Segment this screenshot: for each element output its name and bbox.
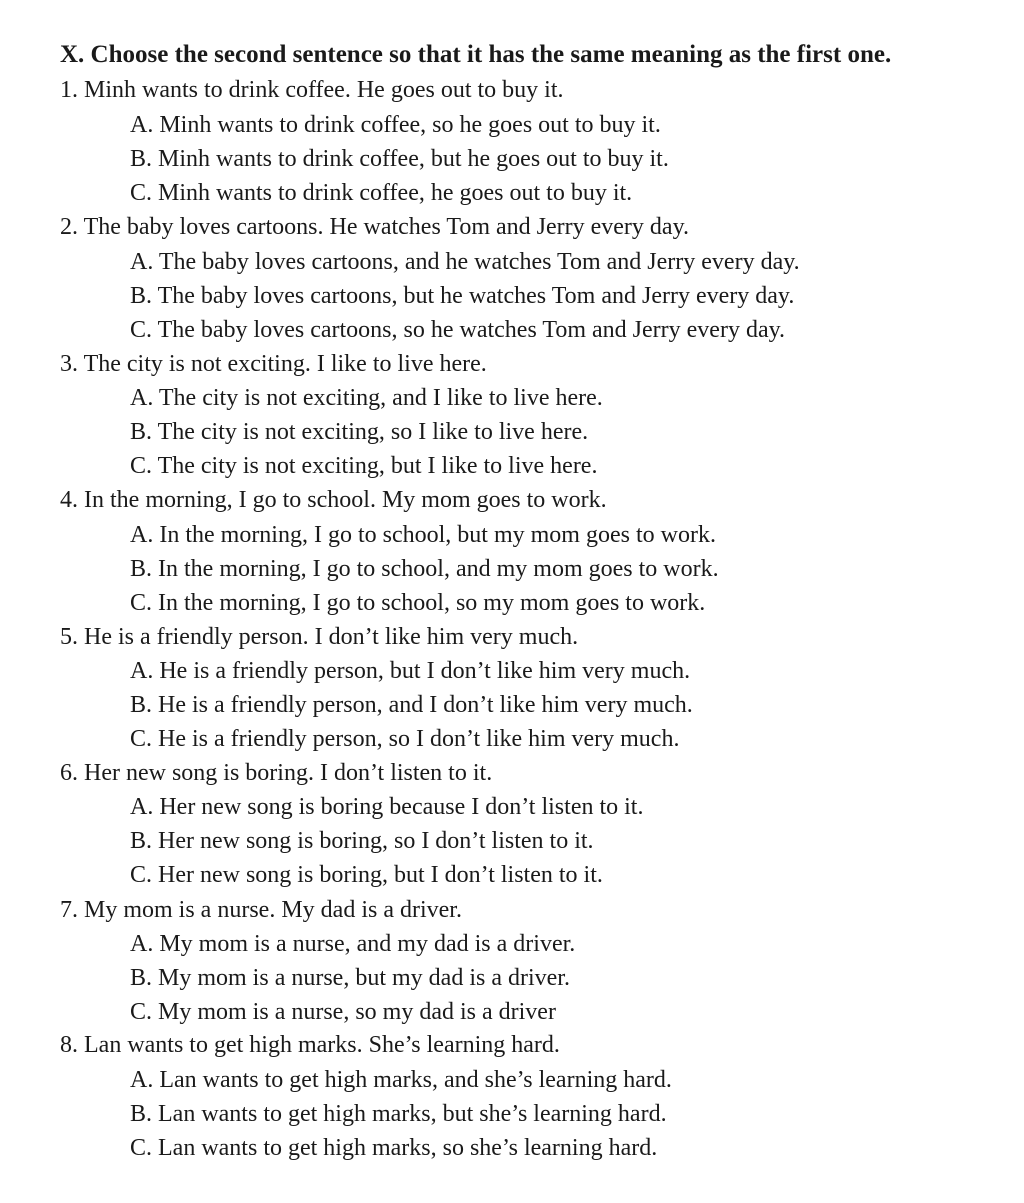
- question-4-option-b: B. In the morning, I go to school, and my mom goes to work.: [130, 556, 719, 582]
- question-5-prompt: 5. He is a friendly person. I don’t like him very much.: [60, 624, 579, 650]
- question-4-option-a: A. In the morning, I go to school, but my mom goes to work.: [130, 522, 716, 548]
- question-4-prompt: 4. In the morning, I go to school. My mom goes to work.: [60, 487, 607, 513]
- question-6-option-c: C. Her new song is boring, but I don’t listen to it.: [130, 862, 603, 888]
- question-2-option-a: A. The baby loves cartoons, and he watches Tom and Jerry every day.: [130, 249, 800, 275]
- question-2-prompt: 2. The baby loves cartoons. He watches Tom and Jerry every day.: [60, 214, 690, 240]
- question-4-option-c: C. In the morning, I go to school, so my mom goes to work.: [130, 590, 706, 616]
- question-3-option-b: B. The city is not exciting, so I like to live here.: [130, 419, 589, 445]
- question-7-prompt: 7. My mom is a nurse. My dad is a driver.: [60, 897, 462, 923]
- question-1-option-a: A. Minh wants to drink coffee, so he goes out to buy it.: [130, 112, 661, 138]
- question-3-prompt: 3. The city is not exciting. I like to live here.: [60, 351, 487, 377]
- question-5-option-a: A. He is a friendly person, but I don’t like him very much.: [130, 658, 691, 684]
- question-3-option-c: C. The city is not exciting, but I like to live here.: [130, 453, 598, 479]
- question-6-prompt: 6. Her new song is boring. I don’t listen to it.: [60, 760, 493, 786]
- question-6-option-b: B. Her new song is boring, so I don’t listen to it.: [130, 828, 594, 854]
- question-7-option-b: B. My mom is a nurse, but my dad is a driver.: [130, 965, 570, 991]
- question-8-prompt: 8. Lan wants to get high marks. She’s learning hard.: [60, 1032, 560, 1058]
- question-2-option-b: B. The baby loves cartoons, but he watches Tom and Jerry every day.: [130, 283, 795, 309]
- question-7-option-a: A. My mom is a nurse, and my dad is a driver.: [130, 931, 576, 957]
- question-5-option-b: B. He is a friendly person, and I don’t like him very much.: [130, 692, 693, 718]
- exercise-title: X. Choose the second sentence so that it has the same meaning as the first one.: [60, 41, 892, 68]
- question-1-option-b: B. Minh wants to drink coffee, but he goes out to buy it.: [130, 146, 669, 172]
- question-8-option-a: A. Lan wants to get high marks, and she’s learning hard.: [130, 1067, 672, 1093]
- question-8-option-b: B. Lan wants to get high marks, but she’s learning hard.: [130, 1101, 667, 1127]
- question-5-option-c: C. He is a friendly person, so I don’t like him very much.: [130, 726, 680, 752]
- question-2-option-c: C. The baby loves cartoons, so he watches Tom and Jerry every day.: [130, 317, 786, 343]
- question-7-option-c: C. My mom is a nurse, so my dad is a driver: [130, 999, 556, 1025]
- question-1-prompt: 1. Minh wants to drink coffee. He goes out to buy it.: [60, 77, 564, 103]
- question-3-option-a: A. The city is not exciting, and I like to live here.: [130, 385, 603, 411]
- question-8-option-c: C. Lan wants to get high marks, so she’s learning hard.: [130, 1135, 658, 1161]
- question-6-option-a: A. Her new song is boring because I don’t listen to it.: [130, 794, 644, 820]
- question-1-option-c: C. Minh wants to drink coffee, he goes out to buy it.: [130, 180, 633, 206]
